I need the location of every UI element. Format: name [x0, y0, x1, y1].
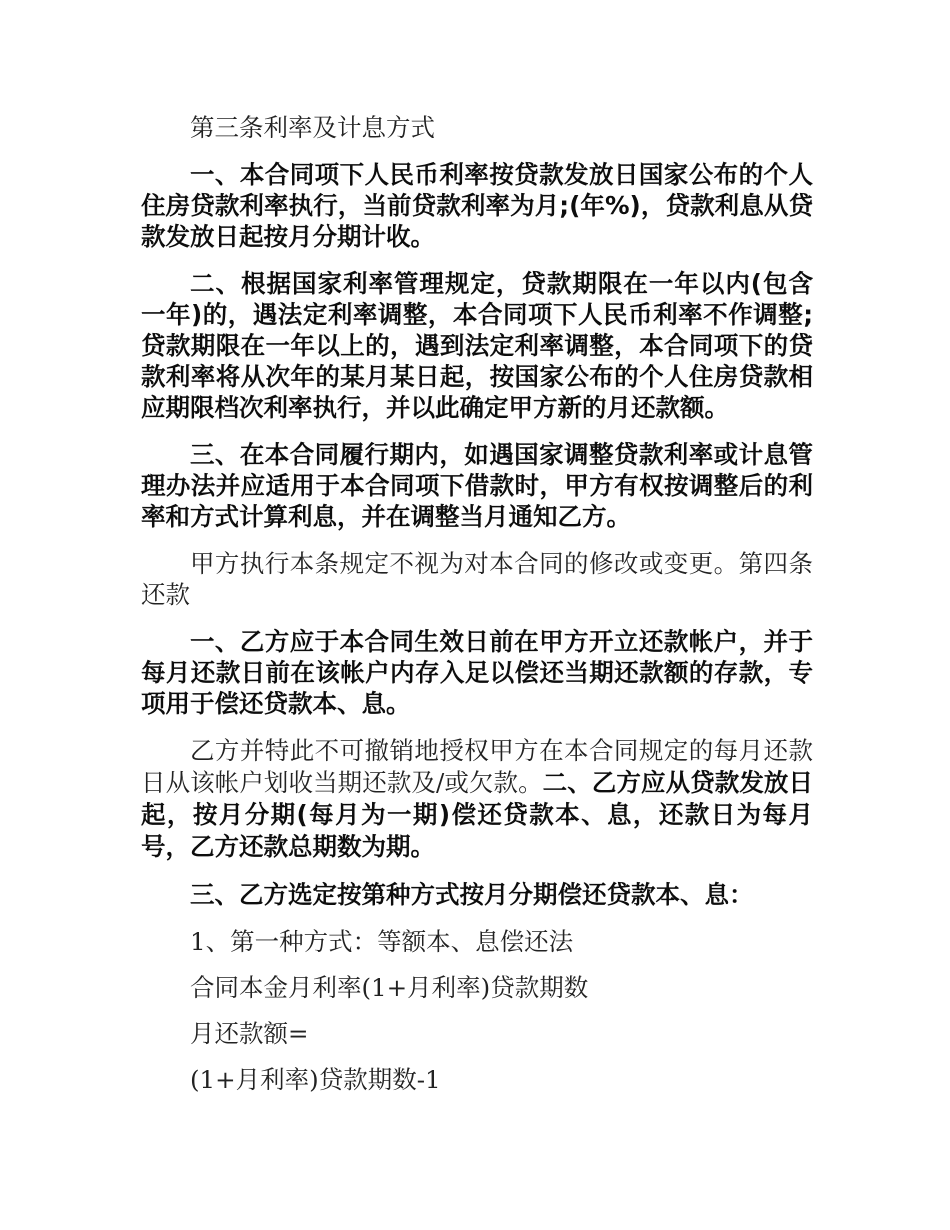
document-body — [141, 112, 813, 1095]
article4-item3: 三、乙方选定按第种方式按月分期偿还贷款本、息： — [190, 880, 754, 909]
article3-item1: 一、本合同项下人民币利率按贷款发放日国家公布的个人住房贷款利率执行，当前贷款利率为月;(年%)，贷款利息从贷款发放日起按月分期计收。 — [141, 160, 813, 251]
article4-item2: 二、乙方应从贷款发放日起，按月分期(每月为一期)偿还贷款本、息，还款日为每月号，乙方还款总期数为期。 — [141, 768, 813, 861]
formula-label: 月还款额= — [190, 1019, 309, 1048]
article4-authorization-text: 乙方并特此不可撤销地授权甲方在本合同规定的每月还款日从该帐户划收当期还款及/或欠款。 — [141, 736, 813, 797]
article4-item1: 一、乙方应于本合同生效日前在甲方开立还款帐户，并于每月还款日前在该帐户内存入足以偿还当期还款额的存款，专项用于偿还贷款本、息。 — [141, 627, 813, 718]
formula-numerator: 合同本金月利率(1+月利率)贷款期数 — [190, 973, 589, 1002]
article3-note-article4-heading: 甲方执行本条规定不视为对本合同的修改或变更。第四条还款 — [141, 549, 813, 609]
article4-mixed-paragraph — [141, 735, 813, 863]
article3-item2: 二、根据国家利率管理规定，贷款期限在一年以内(包含一年)的，遇法定利率调整，本合同项下人民币利率不作调整;贷款期限在一年以上的，遇到法定利率调整，本合同项下的贷款利率将从次年的某月某日起，按国家公布的个人住房贷款相应期限档次利率执行，并以此确定甲方新的月还款额。 — [141, 269, 813, 422]
article3-heading: 第三条利率及计息方式 — [190, 113, 435, 142]
method1-title: 1、第一种方式：等额本、息偿还法 — [190, 927, 574, 956]
article3-item3: 三、在本合同履行期内，如遇国家调整贷款利率或计息管理办法并应适用于本合同项下借款时，甲方有权按调整后的利率和方式计算利息，并在调整当月通知乙方。 — [141, 440, 813, 531]
formula-denominator: (1+月利率)贷款期数-1 — [190, 1065, 441, 1094]
